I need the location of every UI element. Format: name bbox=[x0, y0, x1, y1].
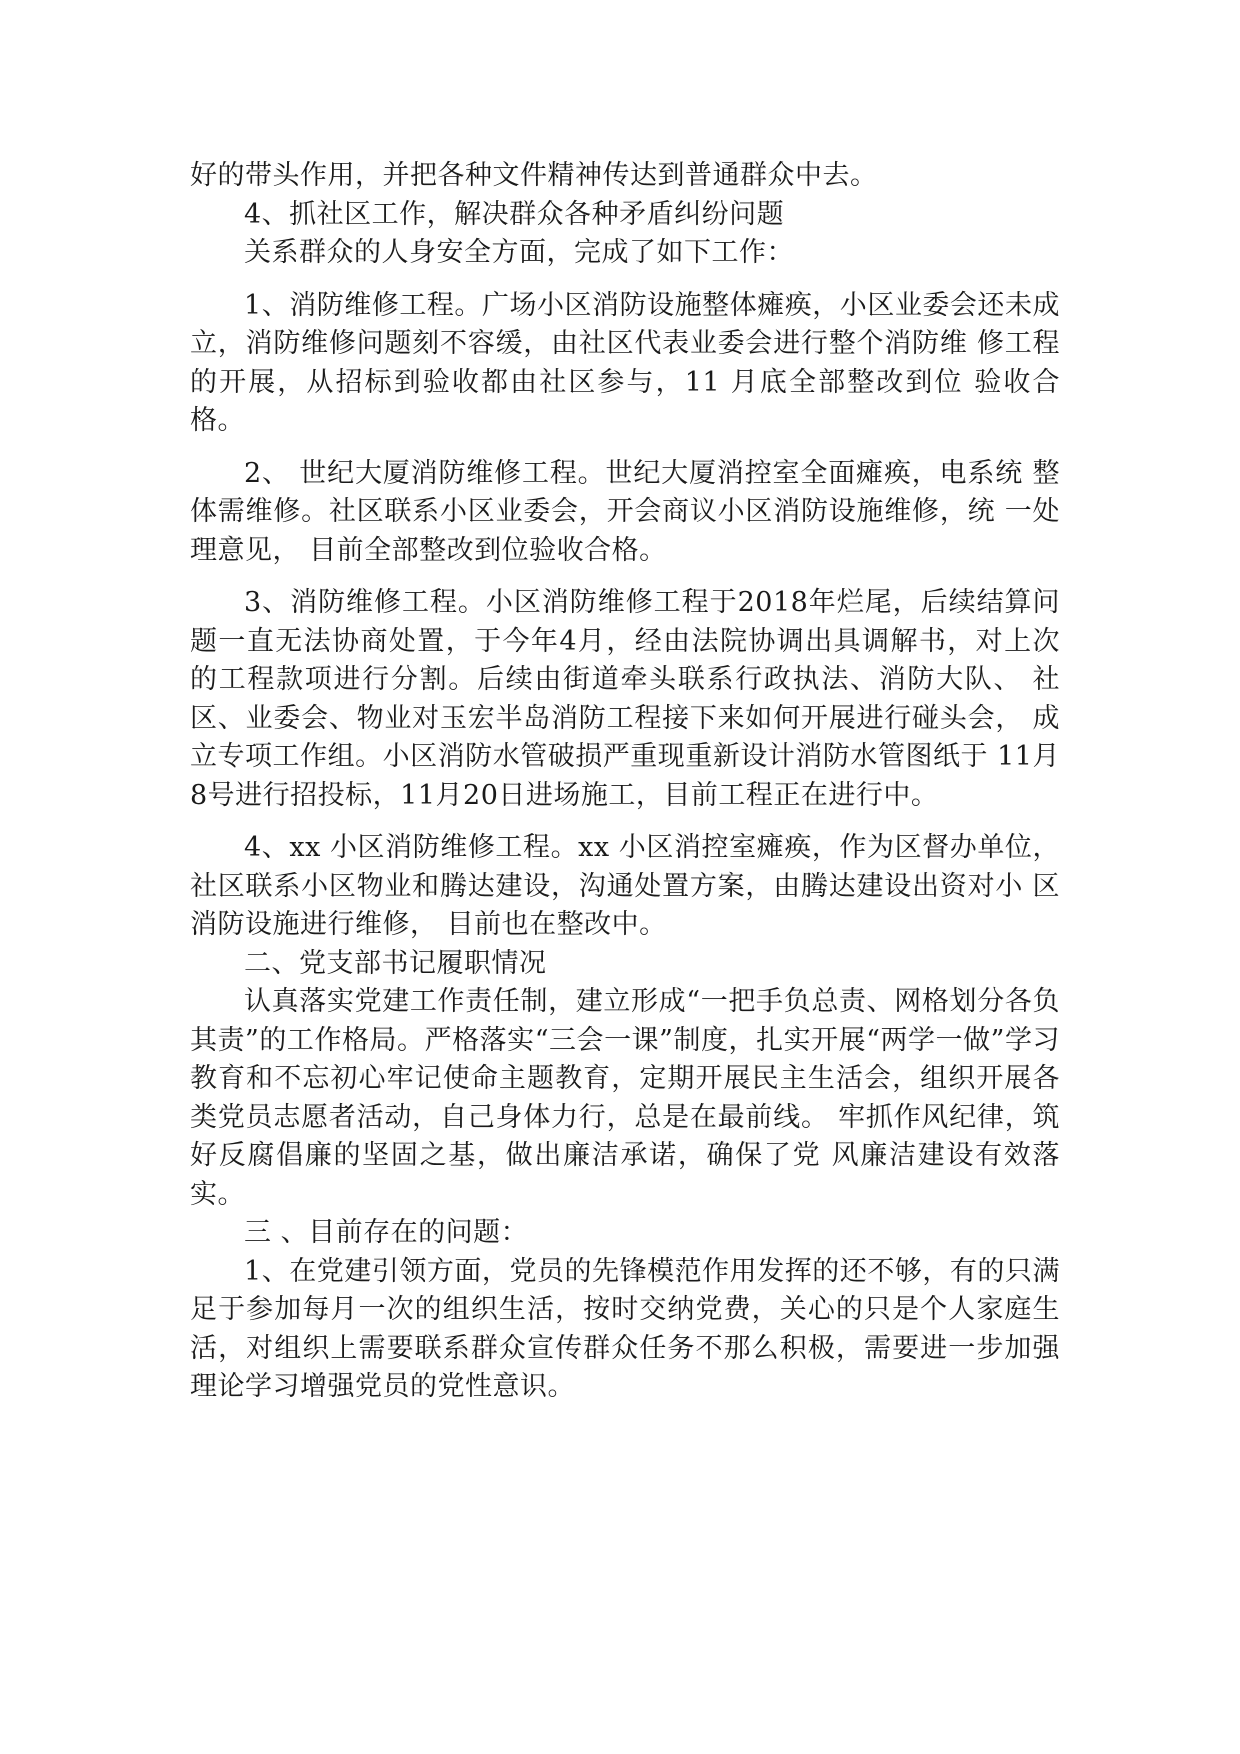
paragraph-1: 好的带头作用，并把各种文件精神传达到普通群众中去。 bbox=[190, 160, 878, 191]
section-heading-2: 二、党支部书记履职情况 bbox=[244, 947, 547, 979]
paragraph-4: 1、消防维修工程。广场小区消防设施整体瘫痪，小区业委会还未成立，消防维修问题刻不容缓，由社区代表业委会进行整个消防维 修工程的开展，从招标到验收都由社区参与，11 月底全部整改到位 验收合格。 bbox=[190, 289, 1060, 436]
document-body bbox=[190, 157, 1060, 1407]
paragraph-6: 3、消防维修工程。小区消防维修工程于2018年烂尾，后续结算问题一直无法协商处置，于今年4月，经由法院协调出具调解书，对上次的工程款项进行分割。后续由街道牵头联系行政执法、消防大队、 社区、业委会、物业对玉宏半岛消防工程接下来如何开展进行碰头会， 成立专项工作组。小区消防水管破损严重现重新设计消防水管图纸于 11月8号进行招投标，11月20日进场施工，目前工程正在进行中。 bbox=[190, 587, 1060, 811]
paragraph-3: 关系群众的人身安全方面，完成了如下工作： bbox=[244, 237, 794, 268]
paragraph-7: 4、xx 小区消防维修工程。xx 小区消控室瘫痪，作为区督办单位， 社区联系小区物业和腾达建设，沟通处置方案，由腾达建设出资对小 区消防设施进行维修， 目前也在整改中。 bbox=[190, 832, 1060, 940]
paragraph-5: 2、 世纪大厦消防维修工程。世纪大厦消控室全面瘫痪，电系统 整体需维修。社区联系小区业委会，开会商议小区消防设施维修，统 一处理意见， 目前全部整改到位验收合格。 bbox=[190, 457, 1060, 566]
paragraph-2: 4、抓社区工作，解决群众各种矛盾纠纷问题 bbox=[244, 198, 785, 230]
paragraph-9: 认真落实党建工作责任制，建立形成“一把手负总责、网格划分各负其责”的工作格局。严格落实“三会一课”制度，扎实开展“两学一做”学习教育和不忘初心牢记使命主题教育，定期开展民主生活会，组织开展各类党员志愿者活动，自己身体力行，总是在最前线。 牢抓作风纪律，筑好反腐倡廉的坚固之基，做出廉洁承诺，确保了党 风廉洁建设有效落实。 bbox=[190, 986, 1060, 1210]
paragraph-11: 1、在党建引领方面，党员的先锋模范作用发挥的还不够，有的只满足于参加每月一次的组织生活，按时交纳党费，关心的只是个人家庭生活，对组织上需要联系群众宣传群众任务不那么积极，需要进一步加强理论学习增强党员的党性意识。 bbox=[190, 1255, 1060, 1402]
section-heading-3: 三 、目前存在的问题： bbox=[244, 1217, 529, 1248]
